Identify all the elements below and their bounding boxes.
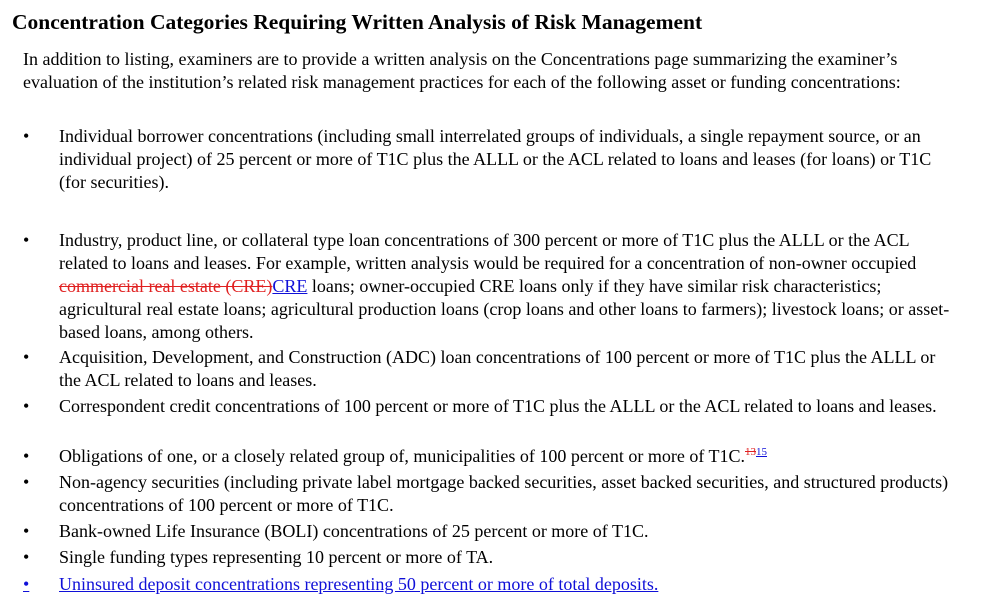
list-item-text: Non-agency securities (including private label mortgage backed securities, asset backed securities, and structured products) concentrations of 100 percent or more of T1C.: [59, 472, 949, 515]
bullet-icon: •: [23, 547, 30, 567]
list-item-text-part1: Industry, product line, or collateral type loan concentrations of 300 percent or more of T1C plus the ALLL or the ACL related to loans and leases. For example, written analysis would be required for a concentration of non-owner occupied: [59, 230, 917, 273]
tracked-deletion: commercial real estate (CRE): [59, 276, 273, 296]
tracked-insertion: CRE: [272, 276, 308, 296]
list-item-text: Acquisition, Development, and Construction (ADC) loan concentrations of 100 percent or more of T1C plus the ALLL or the ACL related to loans and leases.: [59, 347, 936, 390]
footnote-deleted: 13: [745, 446, 756, 458]
list-item-text: Individual borrower concentrations (including small interrelated groups of individuals, a single repayment source, or an individual project) of 25 percent or more of T1C plus the ALLL or the ACL related to loans and leases (for loans) or T1C (for securities).: [59, 126, 932, 192]
bullet-icon: •: [23, 347, 30, 367]
bullet-icon: •: [23, 446, 30, 466]
document-heading: Concentration Categories Requiring Written Analysis of Risk Management: [12, 10, 703, 34]
list-item-text-part2: loans; owner-occupied CRE loans only if they have similar risk characteristics; agricultural real estate loans; agricultural production loans (crop loans and other loans to farmers); livestock loans; or asset-based loans, among others.: [59, 276, 950, 342]
list-item-text: Correspondent credit concentrations of 100 percent or more of T1C plus the ALLL or the ACL related to loans and leases.: [59, 396, 937, 416]
bullet-icon: •: [23, 396, 30, 416]
list-item-text: Bank-owned Life Insurance (BOLI) concentrations of 25 percent or more of T1C.: [59, 521, 649, 541]
bullet-icon: •: [23, 521, 30, 541]
list-item-text-inserted: Uninsured deposit concentrations representing 50 percent or more of total deposits.: [59, 574, 659, 594]
list-item-text: [59, 445, 953, 468]
list-item-text: [59, 229, 953, 344]
list-item-text: Single funding types representing 10 percent or more of TA.: [59, 547, 494, 567]
bullet-icon: •: [23, 230, 30, 250]
footnote-link[interactable]: 15: [756, 446, 767, 458]
intro-paragraph: In addition to listing, examiners are to provide a written analysis on the Concentrations page summarizing the examiner’s evaluation of the institution’s related risk management practices for each of the following asset or funding concentrations:: [23, 49, 901, 92]
bullet-icon: •: [23, 574, 30, 594]
bullet-icon: •: [23, 126, 30, 146]
bullet-icon: •: [23, 472, 30, 492]
list-item-text-body: Obligations of one, or a closely related group of, municipalities of 100 percent or more of T1C.: [59, 446, 745, 466]
